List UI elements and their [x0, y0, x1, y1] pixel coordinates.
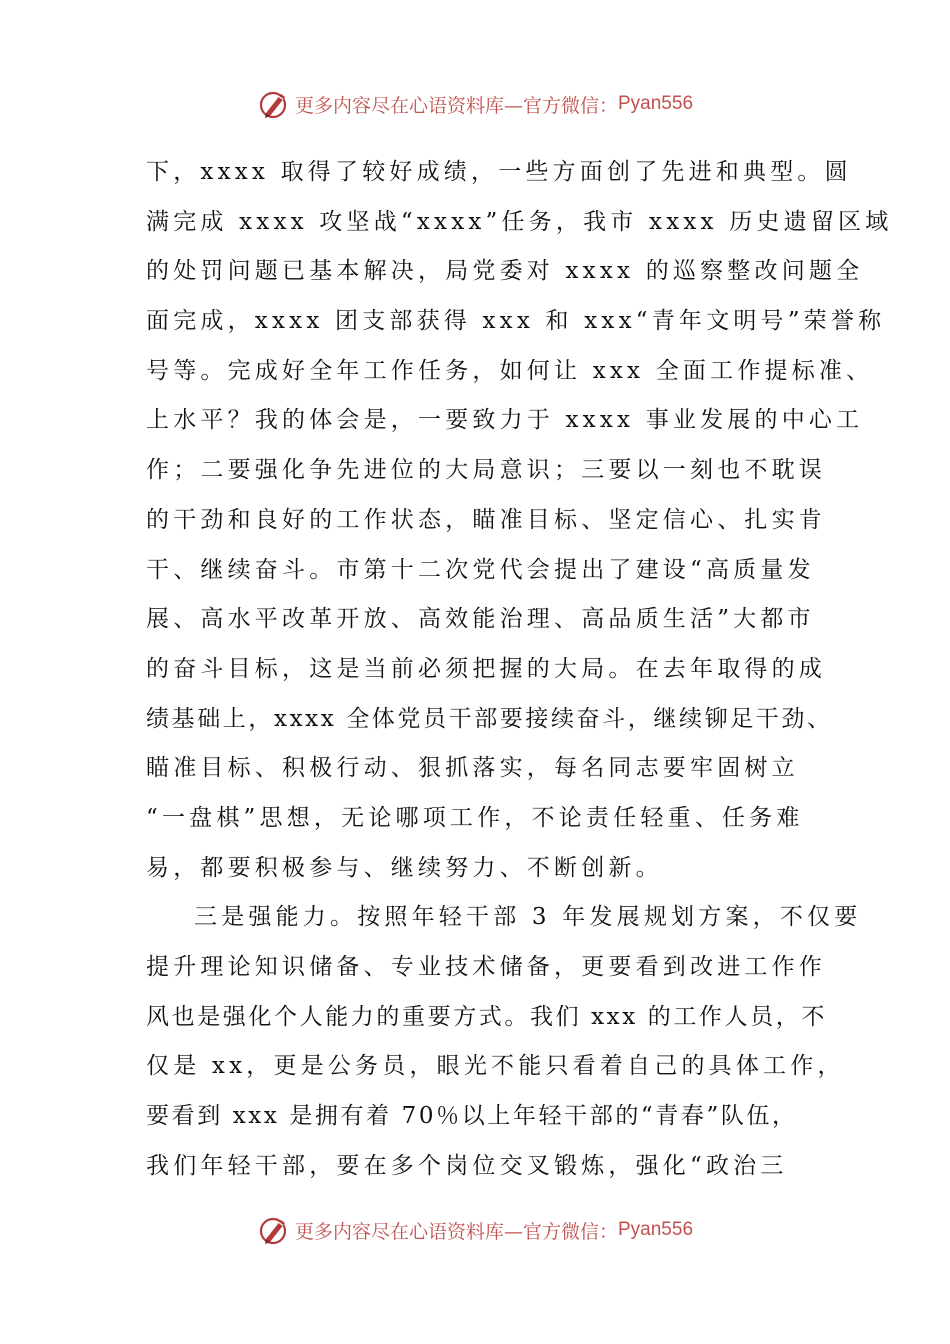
text-line: 面完成，xxxx 团支部获得 xxx 和 xxx“青年文明号”荣誉称 — [146, 308, 886, 335]
footer-watermark — [0, 1210, 950, 1250]
text-line: 的奋斗目标，这是当前必须把握的大局。在去年取得的成 — [146, 655, 826, 682]
text-line: 瞄准目标、积极行动、狠抓落实，每名同志要牢固树立 — [146, 755, 799, 782]
text-line: 的干劲和良好的工作状态，瞄准目标、坚定信心、扎实肯 — [146, 506, 826, 533]
footer-text: 更多内容尽在心语资料库—官方微信： — [294, 1220, 618, 1243]
text-line: 作；二要强化争先进位的大局意识；三要以一刻也不耽误 — [146, 457, 826, 484]
text-line: 绩基础上，xxxx 全体党员干部要接续奋斗，继续铆足干劲、 — [146, 705, 833, 732]
text-line: 干、继续奋斗。市第十二次党代会提出了建设“高质量发 — [146, 556, 815, 583]
text-line: 风也是强化个人能力的重要方式。我们 xxx 的工作人员，不 — [146, 1003, 827, 1030]
text-line: 提升理论知识储备、专业技术储备，更要看到改进工作作 — [146, 954, 826, 980]
header-text: 更多内容尽在心语资料库—官方微信： — [294, 94, 618, 117]
footer-wechat-id: Pyan556 — [618, 1219, 694, 1240]
text-line: 满完成 xxxx 攻坚战“xxxx”任务，我市 xxxx 历史遗留区域 — [146, 208, 893, 235]
text-line: 要看到 xxx 是拥有着 70％以上年轻干部的“青春”队伍， — [146, 1103, 798, 1130]
header-watermark — [0, 84, 950, 124]
document-body — [146, 148, 893, 1191]
text-line: “一盘棋”思想，无论哪项工作，不论责任轻重、任务难 — [146, 804, 804, 831]
text-line: 展、高水平改革开放、高效能治理、高品质生活”大都市 — [146, 606, 815, 633]
text-line: 仅是 xx，更是公务员，眼光不能只看着自己的具体工作， — [146, 1053, 845, 1080]
text-line: 的处罚问题已基本解决，局党委对 xxxx 的巡察整改问题全 — [146, 258, 864, 285]
pen-logo-icon — [257, 1213, 291, 1247]
header-wechat-id: Pyan556 — [618, 93, 694, 114]
text-line: 我们年轻干部，要在多个岗位交叉锻炼，强化“政治三 — [146, 1152, 788, 1179]
text-line: 下，xxxx 取得了较好成绩，一些方面创了先进和典型。圆 — [146, 159, 852, 185]
text-line: 号等。完成好全年工作任务，如何让 xxx 全面工作提标准、 — [146, 357, 874, 384]
pen-logo-icon — [257, 87, 291, 121]
paragraph-start-line: 三是强能力。按照年轻干部 3 年发展规划方案，不仅要 — [194, 904, 862, 931]
text-line: 易，都要积极参与、继续努力、不断创新。 — [146, 854, 663, 881]
text-line: 上水平？我的体会是，一要致力于 xxxx 事业发展的中心工 — [146, 407, 864, 434]
